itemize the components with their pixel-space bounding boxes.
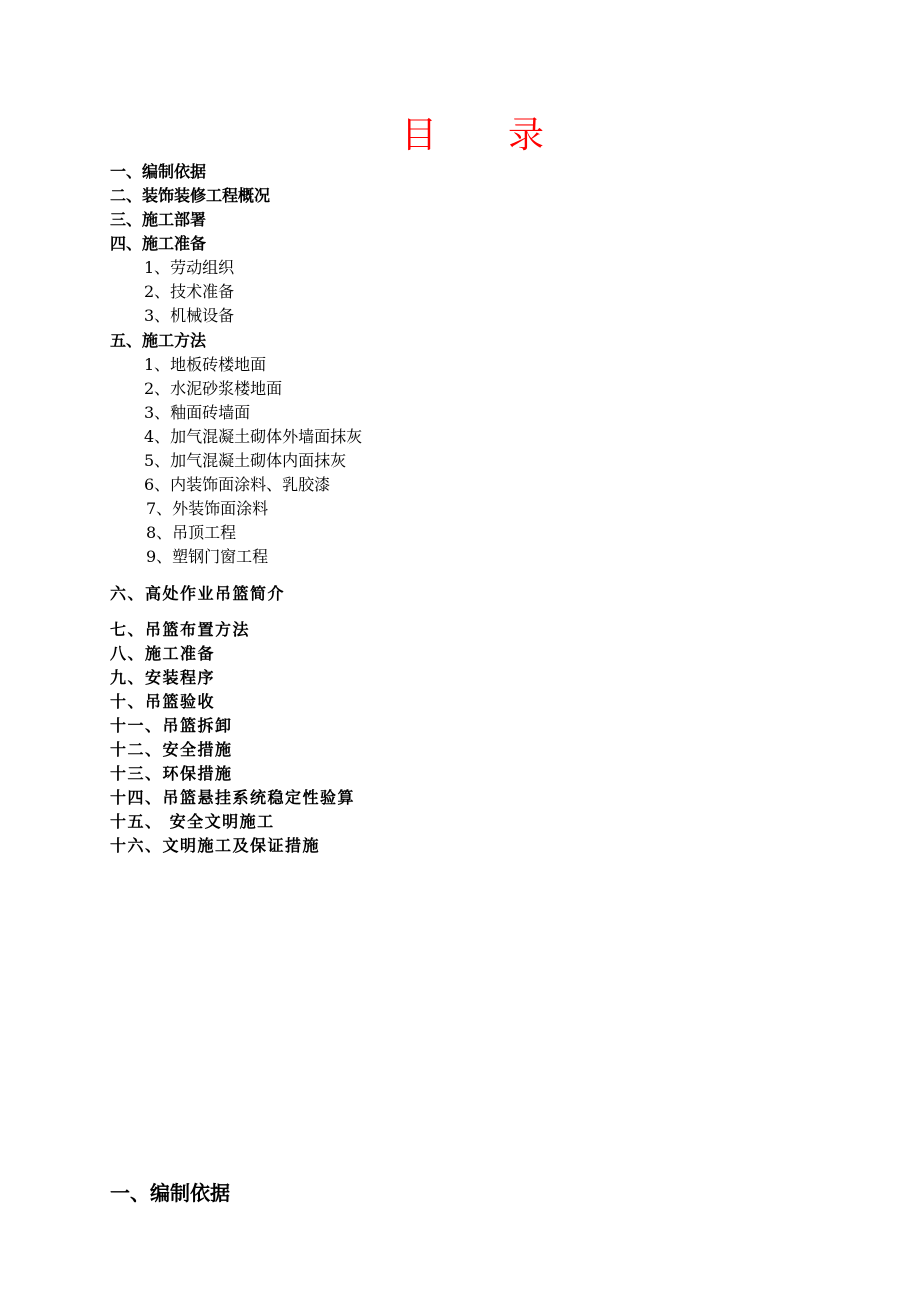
title-char-1: 目: [401, 115, 438, 156]
toc-subitem-5-7[interactable]: 7、外装饰面涂料: [146, 499, 269, 518]
toc-item-11[interactable]: 十一、吊篮拆卸: [110, 716, 233, 735]
toc-subitem-4-3[interactable]: 3、机械设备: [144, 306, 235, 325]
toc-subitem-5-4[interactable]: 4、加气混凝土砌体外墙面抹灰: [144, 427, 363, 446]
toc-item-3[interactable]: 三、施工部署: [110, 210, 207, 229]
toc-item-5[interactable]: 五、施工方法: [110, 331, 207, 350]
toc-item-1[interactable]: 一、编制依据: [110, 162, 207, 181]
toc-item-12[interactable]: 十二、安全措施: [110, 740, 233, 759]
toc-subitem-4-2[interactable]: 2、技术准备: [144, 282, 235, 301]
toc-item-2[interactable]: 二、装饰装修工程概况: [110, 186, 271, 205]
toc-item-15[interactable]: 十五、 安全文明施工: [110, 812, 275, 831]
toc-item-6[interactable]: 六、高处作业吊篮简介: [110, 584, 286, 603]
toc-subitem-5-2[interactable]: 2、水泥砂浆楼地面: [144, 379, 283, 398]
title-char-2: 录: [508, 115, 545, 156]
toc-subitem-4-1[interactable]: 1、劳动组织: [144, 258, 235, 277]
toc-item-7[interactable]: 七、吊篮布置方法: [110, 620, 251, 639]
section-heading: 一、编制依据: [110, 1181, 230, 1205]
toc-item-9[interactable]: 九、安装程序: [110, 668, 216, 687]
toc-subitem-5-1[interactable]: 1、地板砖楼地面: [144, 355, 267, 374]
toc-subitem-5-3[interactable]: 3、釉面砖墙面: [144, 403, 251, 422]
toc-item-16[interactable]: 十六、文明施工及保证措施: [110, 836, 321, 855]
toc-item-10[interactable]: 十、吊篮验收: [110, 692, 216, 711]
toc-subitem-5-8[interactable]: 8、吊顶工程: [146, 523, 237, 542]
toc-subitem-5-6[interactable]: 6、内装饰面涂料、乳胶漆: [144, 475, 331, 494]
toc-subitem-5-5[interactable]: 5、加气混凝土砌体内面抹灰: [144, 451, 347, 470]
toc-item-4[interactable]: 四、施工准备: [110, 234, 207, 253]
toc-item-13[interactable]: 十三、环保措施: [110, 764, 233, 783]
toc-subitem-5-9[interactable]: 9、塑钢门窗工程: [146, 547, 269, 566]
toc-item-14[interactable]: 十四、吊篮悬挂系统稳定性验算: [110, 788, 356, 807]
toc-item-8[interactable]: 八、施工准备: [110, 644, 216, 663]
